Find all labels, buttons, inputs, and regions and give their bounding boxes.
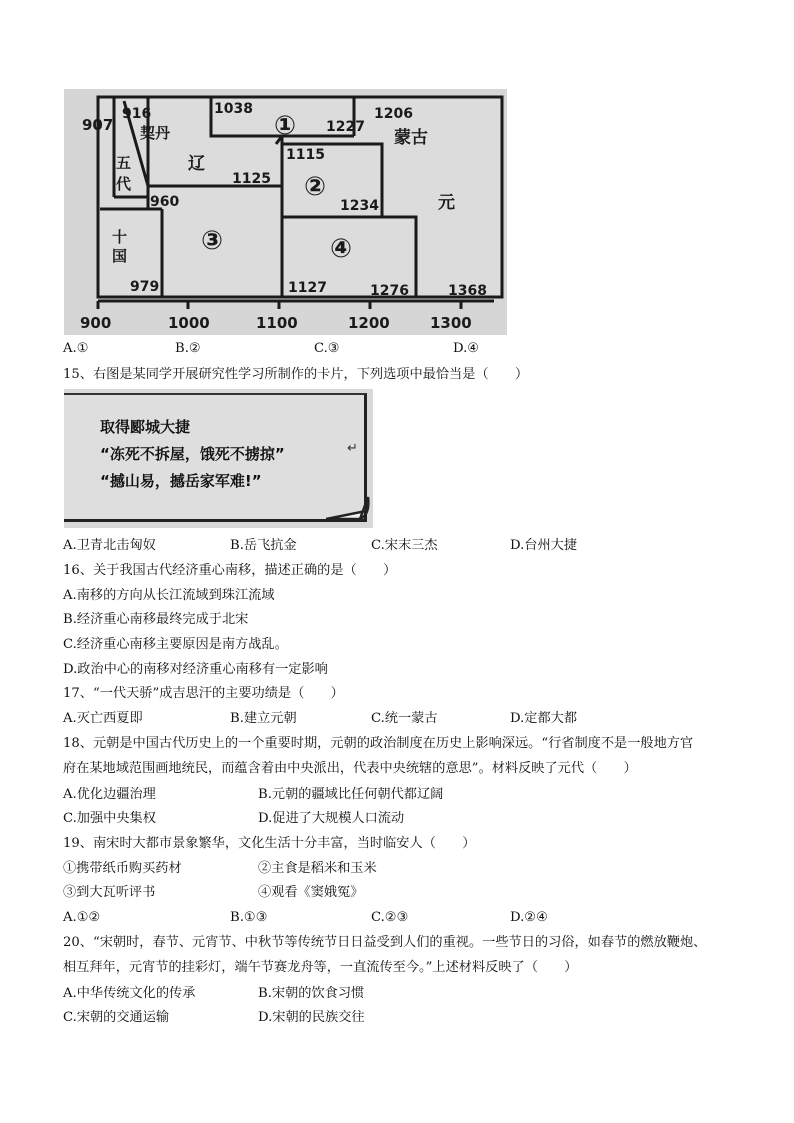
label-menggu: 蒙古 bbox=[394, 128, 428, 148]
label-circle-4: ④ bbox=[330, 234, 353, 264]
q15-option-a[interactable]: A.卫青北击匈奴 bbox=[63, 538, 156, 553]
q15-option-c[interactable]: C.宋末三杰 bbox=[371, 538, 438, 553]
label-1206: 1206 bbox=[374, 106, 413, 122]
label-1038: 1038 bbox=[214, 101, 253, 117]
q18-option-c[interactable]: C.加强中央集权 bbox=[63, 811, 156, 826]
dynasty-timeline-figure bbox=[64, 89, 507, 335]
label-wu: 五 bbox=[116, 154, 132, 172]
q17-option-a[interactable]: A.灭亡西夏即 bbox=[63, 711, 143, 726]
q16-option-c[interactable]: C.经济重心南移主要原因是南方战乱。 bbox=[63, 637, 288, 652]
q20-stem-line-1: 20、“宋朝时，春节、元宵节、中秋节等传统节日日益受到人们的重视。一些节日的习俗，如春节的燃放鞭炮、 bbox=[63, 935, 707, 950]
q16-option-d[interactable]: D.政治中心的南移对经济重心南移有一定影响 bbox=[63, 662, 328, 677]
label-1115: 1115 bbox=[286, 147, 325, 163]
q19-item-2: ②主食是稻米和玉米 bbox=[258, 861, 377, 876]
q20-option-b[interactable]: B.宋朝的饮食习惯 bbox=[258, 986, 365, 1001]
q16-option-a[interactable]: A.南移的方向从长江流域到珠江流域 bbox=[63, 588, 275, 603]
q20-option-d[interactable]: D.宋朝的民族交往 bbox=[258, 1010, 365, 1025]
label-1227: 1227 bbox=[326, 119, 365, 135]
q14-option-c[interactable]: C.③ bbox=[314, 341, 340, 356]
q15-option-d[interactable]: D.台州大捷 bbox=[510, 538, 578, 553]
card-quote-1: “冻死不拆屋，饿死不掳掠” bbox=[100, 445, 285, 463]
q20-stem-line-2: 相互拜年，元宵节的挂彩灯，端午节赛龙舟等，一直流传至今。”上述材料反映了（ ） bbox=[63, 960, 578, 975]
label-1127: 1127 bbox=[288, 280, 327, 296]
label-907: 907 bbox=[82, 116, 114, 134]
label-916: 916 bbox=[122, 106, 152, 122]
label-qidan: 契丹 bbox=[140, 124, 171, 142]
curled-corner-icon bbox=[326, 495, 373, 528]
axis-tick-1200: 1200 bbox=[348, 314, 390, 332]
q17-option-d[interactable]: D.定都大都 bbox=[510, 711, 578, 726]
q18-option-a[interactable]: A.优化边疆治理 bbox=[63, 787, 156, 802]
label-circle-1: ① bbox=[274, 111, 297, 141]
q14-option-d[interactable]: D.④ bbox=[453, 341, 480, 356]
q19-item-4: ④观看《窦娥冤》 bbox=[258, 885, 364, 900]
card-title: 取得郾城大捷 bbox=[100, 418, 191, 436]
q17-option-b[interactable]: B.建立元朝 bbox=[230, 711, 297, 726]
q18-option-d[interactable]: D.促进了大规模人口流动 bbox=[258, 811, 405, 826]
axis-tick-900: 900 bbox=[80, 314, 112, 332]
q15-stem: 15、右图是某同学开展研究性学习所制作的卡片，下列选项中最恰当是（ ） bbox=[63, 367, 529, 382]
label-979: 979 bbox=[130, 279, 160, 295]
q20-option-c[interactable]: C.宋朝的交通运输 bbox=[63, 1010, 170, 1025]
label-1368: 1368 bbox=[448, 283, 487, 299]
axis-tick-1300: 1300 bbox=[430, 314, 472, 332]
label-guo: 国 bbox=[112, 247, 128, 265]
label-1125: 1125 bbox=[232, 171, 271, 187]
q19-option-d[interactable]: D.②④ bbox=[510, 910, 548, 925]
research-card-figure bbox=[64, 389, 373, 528]
q16-stem: 16、关于我国古代经济重心南移，描述正确的是（ ） bbox=[63, 563, 397, 578]
label-circle-3: ③ bbox=[201, 226, 224, 256]
return-mark-icon: ↵ bbox=[347, 441, 358, 456]
q17-stem: 17、“一代天骄”成吉思汗的主要功绩是（ ） bbox=[63, 686, 344, 701]
q19-stem: 19、南宋时大都市景象繁华，文化生活十分丰富，当时临安人（ ） bbox=[63, 836, 476, 851]
q18-option-b[interactable]: B.元朝的疆域比任何朝代都辽阔 bbox=[258, 787, 444, 802]
q14-option-b[interactable]: B.② bbox=[175, 341, 201, 356]
axis-tick-1100: 1100 bbox=[256, 314, 298, 332]
q19-item-1: ①携带纸币购买药材 bbox=[63, 861, 182, 876]
label-1276: 1276 bbox=[370, 283, 409, 299]
card-quote-2: “撼山易，撼岳家军难!” bbox=[100, 472, 262, 490]
axis-tick-1000: 1000 bbox=[168, 314, 210, 332]
label-liao: 辽 bbox=[188, 154, 205, 174]
q14-option-a[interactable]: A.① bbox=[63, 341, 89, 356]
q15-option-b[interactable]: B.岳飞抗金 bbox=[230, 538, 297, 553]
label-shi: 十 bbox=[112, 228, 128, 246]
timeline-diagram bbox=[64, 89, 507, 335]
label-circle-2: ② bbox=[304, 172, 327, 202]
q20-option-a[interactable]: A.中华传统文化的传承 bbox=[63, 986, 196, 1001]
q18-stem-line-1: 18、元朝是中国古代历史上的一个重要时期，元朝的政治制度在历史上影响深远。“行省制度不是一般地方官 bbox=[63, 736, 694, 751]
label-yuan: 元 bbox=[438, 193, 455, 213]
q17-option-c[interactable]: C.统一蒙古 bbox=[371, 711, 438, 726]
label-960: 960 bbox=[150, 194, 180, 210]
q18-stem-line-2: 府在某地域范围画地统民，而蕴含着由中央派出，代表中央统辖的意思”。材料反映了元代（ ） bbox=[63, 761, 637, 776]
q19-option-c[interactable]: C.②③ bbox=[371, 910, 409, 925]
q16-option-b[interactable]: B.经济重心南移最终完成于北宋 bbox=[63, 612, 249, 627]
q19-option-a[interactable]: A.①② bbox=[63, 910, 101, 925]
label-dai: 代 bbox=[116, 175, 132, 193]
q19-option-b[interactable]: B.①③ bbox=[230, 910, 268, 925]
label-1234: 1234 bbox=[340, 198, 379, 214]
q19-item-3: ③到大瓦听评书 bbox=[63, 885, 156, 900]
